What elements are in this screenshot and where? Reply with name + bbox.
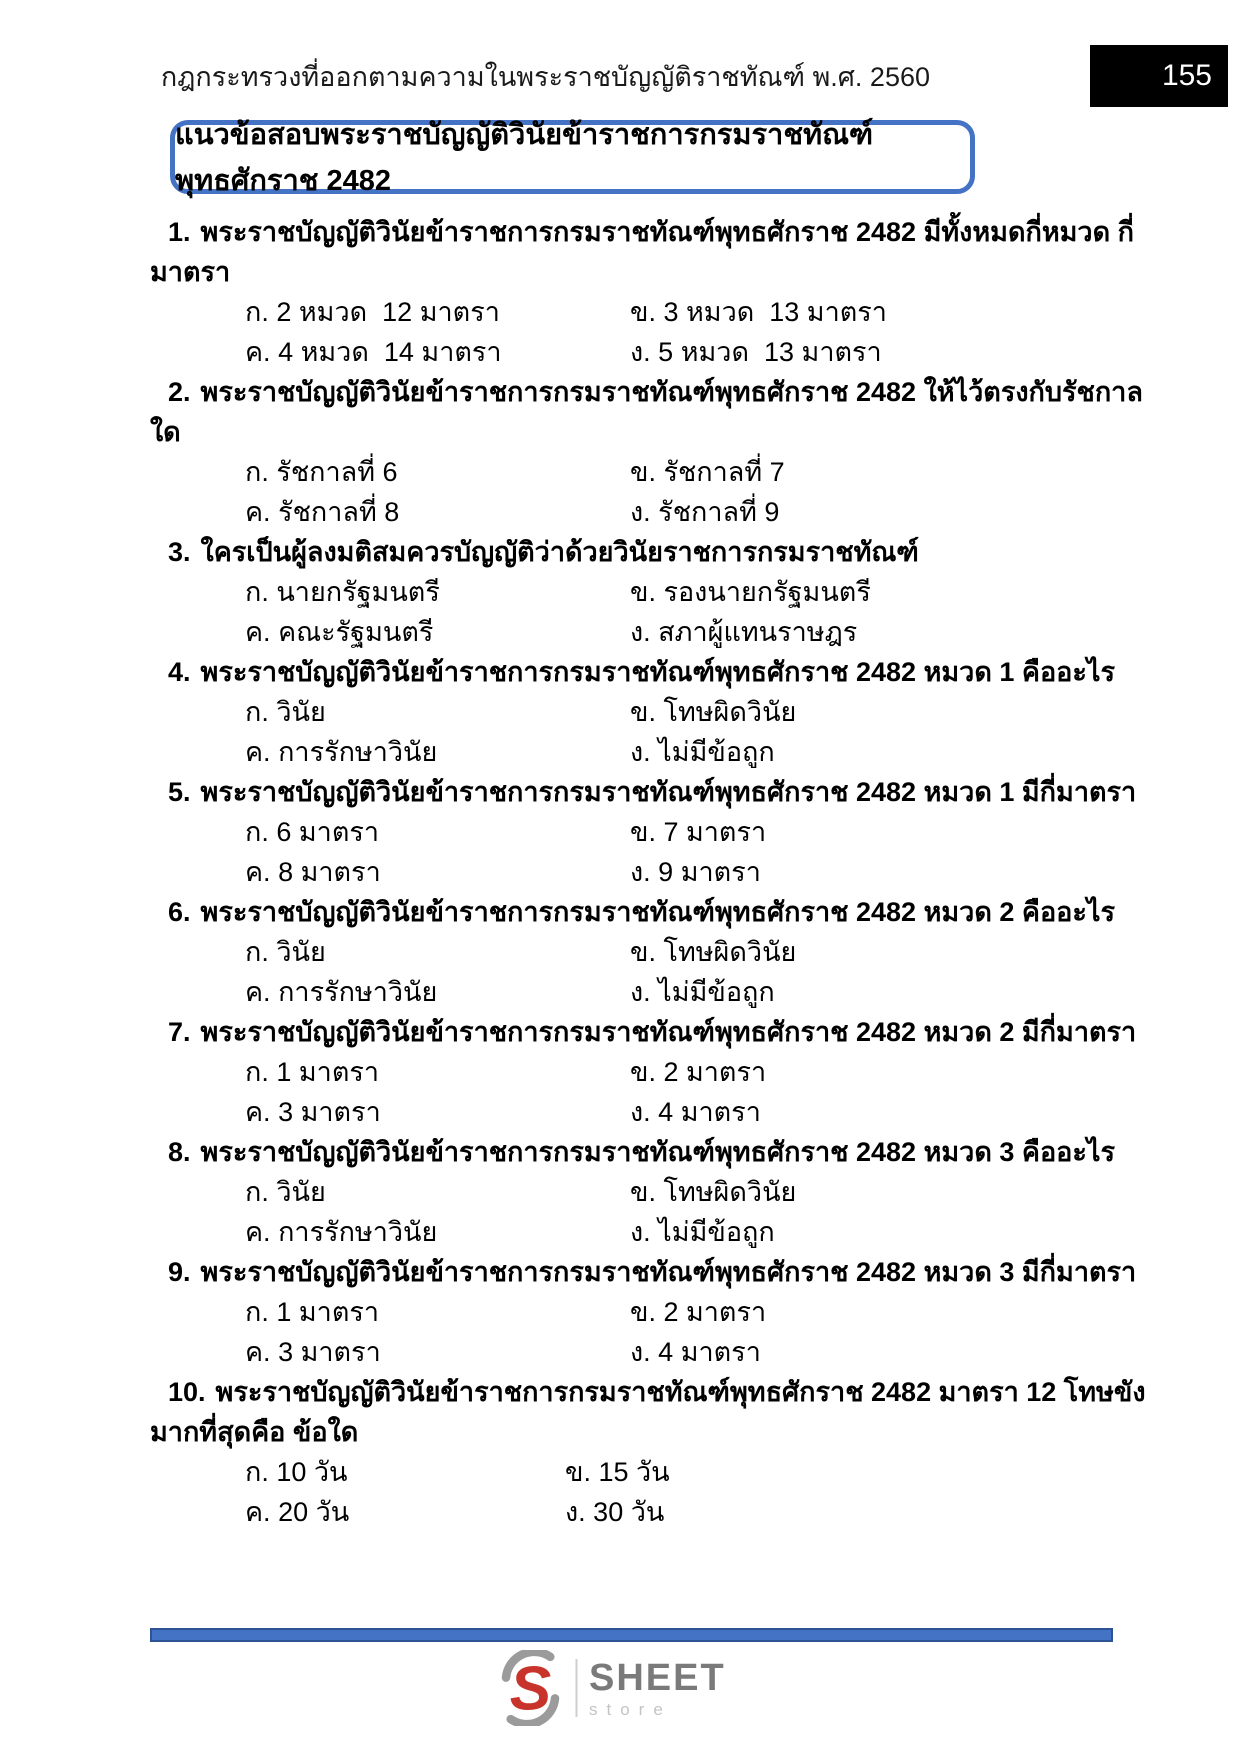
option-d: ง. ไม่มีข้อถูก bbox=[630, 737, 775, 767]
option-row bbox=[150, 1212, 1150, 1252]
option-row bbox=[150, 1292, 1150, 1332]
option-b: ข. 15 วัน bbox=[565, 1457, 670, 1487]
question-item bbox=[150, 212, 1150, 372]
option-row bbox=[150, 1052, 1150, 1092]
option-b: ข. รัชกาลที่ 7 bbox=[630, 457, 785, 487]
option-b: ข. โทษผิดวินัย bbox=[630, 937, 797, 967]
option-d: ง. 30 วัน bbox=[565, 1497, 665, 1527]
option-a: ก. วินัย bbox=[245, 1177, 326, 1207]
question-text: 7. พระราชบัญญัติวินัยข้าราชการกรมราชทัณฑ์พุทธศักราช 2482 หมวด 2 มีกี่มาตรา bbox=[168, 1017, 1137, 1047]
question-text: 4. พระราชบัญญัติวินัยข้าราชการกรมราชทัณฑ์พุทธศักราช 2482 หมวด 1 คืออะไร bbox=[168, 657, 1115, 687]
option-c: ค. 4 หมวด 14 มาตรา bbox=[245, 337, 502, 367]
option-d: ง. ไม่มีข้อถูก bbox=[630, 977, 775, 1007]
question-item bbox=[150, 1012, 1150, 1132]
question-number: 6. bbox=[168, 897, 191, 927]
logo-divider bbox=[575, 1659, 577, 1717]
option-row bbox=[150, 972, 1150, 1012]
question-item bbox=[150, 532, 1150, 652]
option-row bbox=[150, 572, 1150, 612]
question-item bbox=[150, 772, 1150, 892]
option-d: ง. ไม่มีข้อถูก bbox=[630, 1217, 775, 1247]
option-row bbox=[150, 852, 1150, 892]
footer-divider-bar bbox=[150, 1628, 1113, 1642]
question-item bbox=[150, 892, 1150, 1012]
question-item bbox=[150, 372, 1150, 532]
option-b: ข. 7 มาตรา bbox=[630, 817, 767, 847]
option-b: ข. 2 มาตรา bbox=[630, 1057, 767, 1087]
option-b: ข. โทษผิดวินัย bbox=[630, 697, 797, 727]
option-c: ค. รัชกาลที่ 8 bbox=[245, 497, 400, 527]
question-text: 5. พระราชบัญญัติวินัยข้าราชการกรมราชทัณฑ์พุทธศักราช 2482 หมวด 1 มีกี่มาตรา bbox=[168, 777, 1137, 807]
exam-title: แนวข้อสอบพระราชบัญญัติวินัยข้าราชการกรมราชทัณฑ์พุทธศักราช 2482 bbox=[175, 119, 874, 197]
question-list bbox=[150, 212, 1150, 1532]
option-row bbox=[150, 692, 1150, 732]
option-c: ค. การรักษาวินัย bbox=[245, 1217, 438, 1247]
question-text: 9. พระราชบัญญัติวินัยข้าราชการกรมราชทัณฑ์พุทธศักราช 2482 หมวด 3 มีกี่มาตรา bbox=[168, 1257, 1137, 1287]
running-header: กฎกระทรวงที่ออกตามความในพระราชบัญญัติราชทัณฑ์ พ.ศ. 2560 bbox=[160, 62, 930, 92]
option-row bbox=[150, 1452, 1150, 1492]
option-row bbox=[150, 332, 1150, 372]
logo-title: SHEET bbox=[589, 1656, 726, 1699]
option-a: ก. 1 มาตรา bbox=[245, 1057, 380, 1087]
option-c: ค. 8 มาตรา bbox=[245, 857, 381, 887]
option-row bbox=[150, 812, 1150, 852]
question-number: 2. bbox=[168, 377, 191, 407]
page-number: 155 bbox=[1161, 59, 1212, 92]
question-text: 10. พระราชบัญญัติวินัยข้าราชการกรมราชทัณฑ์พุทธศักราช 2482 มาตรา 12 โทษขังมากที่สุดคือ ข้อใด bbox=[150, 1377, 1146, 1447]
option-row bbox=[150, 492, 1150, 532]
option-row bbox=[150, 732, 1150, 772]
question-number: 1. bbox=[168, 217, 191, 247]
option-c: ค. 3 มาตรา bbox=[245, 1337, 381, 1367]
question-text: 1. พระราชบัญญัติวินัยข้าราชการกรมราชทัณฑ์พุทธศักราช 2482 มีทั้งหมดกี่หมวด กี่มาตรา bbox=[150, 217, 1134, 287]
option-d: ง. 4 มาตรา bbox=[630, 1097, 761, 1127]
question-text: 3. ใครเป็นผู้ลงมติสมควรบัญญัติว่าด้วยวินัยราชการกรมราชทัณฑ์ bbox=[168, 537, 919, 567]
option-row bbox=[150, 1172, 1150, 1212]
question-text: 2. พระราชบัญญัติวินัยข้าราชการกรมราชทัณฑ์พุทธศักราช 2482 ให้ไว้ตรงกับรัชกาลใด bbox=[150, 377, 1143, 447]
logo-s-icon bbox=[497, 1650, 563, 1726]
option-row bbox=[150, 932, 1150, 972]
option-a: ก. 6 มาตรา bbox=[245, 817, 380, 847]
question-text: 6. พระราชบัญญัติวินัยข้าราชการกรมราชทัณฑ์พุทธศักราช 2482 หมวด 2 คืออะไร bbox=[168, 897, 1115, 927]
exam-title-box bbox=[170, 119, 975, 197]
option-d: ง. สภาผู้แทนราษฎร bbox=[630, 617, 858, 647]
question-item bbox=[150, 1372, 1150, 1532]
option-a: ก. 1 มาตรา bbox=[245, 1297, 380, 1327]
logo-subtitle: store bbox=[589, 1699, 672, 1719]
option-row bbox=[150, 1092, 1150, 1132]
question-item bbox=[150, 1252, 1150, 1372]
option-a: ก. นายกรัฐมนตรี bbox=[245, 577, 440, 607]
option-a: ก. วินัย bbox=[245, 697, 326, 727]
question-number: 8. bbox=[168, 1137, 191, 1167]
option-a: ก. 2 หมวด 12 มาตรา bbox=[245, 297, 500, 327]
sheet-store-logo bbox=[497, 1650, 726, 1726]
option-d: ง. รัชกาลที่ 9 bbox=[630, 497, 780, 527]
logo-text bbox=[589, 1656, 726, 1719]
question-number: 4. bbox=[168, 657, 191, 687]
option-c: ค. คณะรัฐมนตรี bbox=[245, 617, 434, 647]
option-a: ก. 10 วัน bbox=[245, 1457, 348, 1487]
option-d: ง. 5 หมวด 13 มาตรา bbox=[630, 337, 882, 367]
question-number: 3. bbox=[168, 537, 191, 567]
option-d: ง. 4 มาตรา bbox=[630, 1337, 761, 1367]
question-number: 7. bbox=[168, 1017, 191, 1047]
option-d: ง. 9 มาตรา bbox=[630, 857, 761, 887]
question-number: 5. bbox=[168, 777, 191, 807]
option-b: ข. 2 มาตรา bbox=[630, 1297, 767, 1327]
option-c: ค. 3 มาตรา bbox=[245, 1097, 381, 1127]
option-row bbox=[150, 1492, 1150, 1532]
svg-text:S: S bbox=[509, 1654, 551, 1724]
question-number: 9. bbox=[168, 1257, 191, 1287]
option-c: ค. 20 วัน bbox=[245, 1497, 350, 1527]
question-item bbox=[150, 1132, 1150, 1252]
option-a: ก. รัชกาลที่ 6 bbox=[245, 457, 398, 487]
option-b: ข. โทษผิดวินัย bbox=[630, 1177, 797, 1207]
question-item bbox=[150, 652, 1150, 772]
option-row bbox=[150, 612, 1150, 652]
option-row bbox=[150, 452, 1150, 492]
option-c: ค. การรักษาวินัย bbox=[245, 737, 438, 767]
question-number: 10. bbox=[168, 1377, 206, 1407]
page-number-badge bbox=[1090, 45, 1228, 107]
option-c: ค. การรักษาวินัย bbox=[245, 977, 438, 1007]
question-text: 8. พระราชบัญญัติวินัยข้าราชการกรมราชทัณฑ์พุทธศักราช 2482 หมวด 3 คืออะไร bbox=[168, 1137, 1115, 1167]
option-row bbox=[150, 1332, 1150, 1372]
option-row bbox=[150, 292, 1150, 332]
option-b: ข. รองนายกรัฐมนตรี bbox=[630, 577, 871, 607]
option-b: ข. 3 หมวด 13 มาตรา bbox=[630, 297, 887, 327]
option-a: ก. วินัย bbox=[245, 937, 326, 967]
